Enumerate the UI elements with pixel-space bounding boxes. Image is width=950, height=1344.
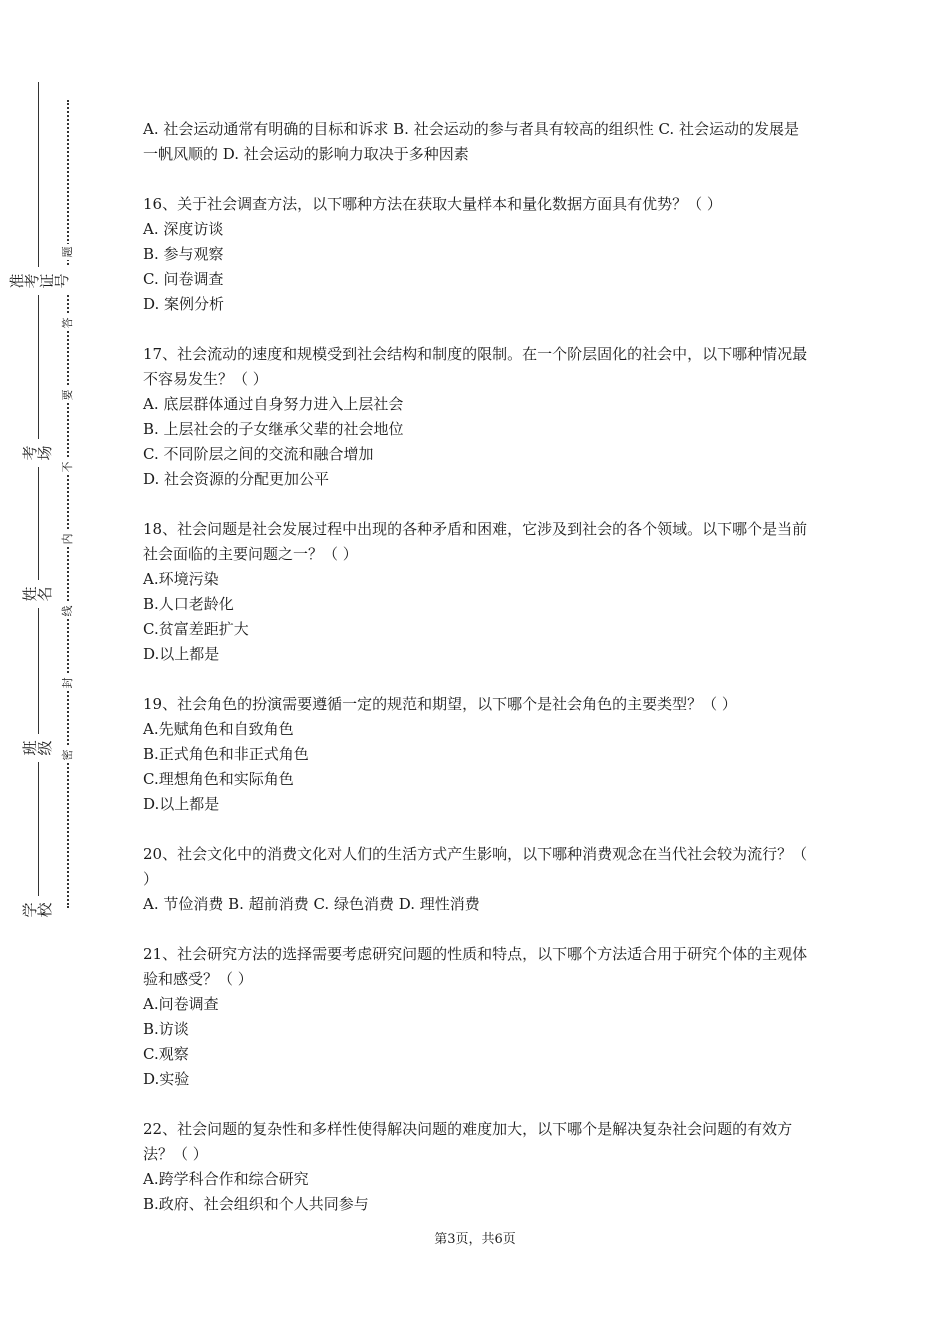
seal-char: 线 <box>60 603 76 619</box>
question-17 <box>143 342 813 492</box>
options-inline: A. 节俭消费 B. 超前消费 C. 绿色消费 D. 理性消费 <box>143 895 480 913</box>
option-c: C.理想角色和实际角色 <box>143 770 294 788</box>
question-content <box>143 117 813 1217</box>
field-exam-room: 考场 <box>20 439 56 467</box>
option-a: A. 底层群体通过自身努力进入上层社会 <box>143 395 404 413</box>
option-d: D. 社会资源的分配更加公平 <box>143 470 330 488</box>
question-18 <box>143 517 813 667</box>
binding-dotted-line <box>67 100 69 908</box>
option-a: A.先赋角色和自致角色 <box>143 720 294 738</box>
option-d: D.以上都是 <box>143 795 220 813</box>
question-stem: 20、社会文化中的消费文化对人们的生活方式产生影响，以下哪种消费观念在当代社会较为流行？（ ） <box>143 845 808 888</box>
option-b: B.人口老龄化 <box>143 595 234 613</box>
binding-strip <box>0 0 110 1344</box>
question-stem: 21、社会研究方法的选择需要考虑研究问题的性质和特点，以下哪个方法适合用于研究个体的主观体验和感受？（ ） <box>143 945 808 988</box>
question-stem: 16、关于社会调查方法，以下哪种方法在获取大量样本和量化数据方面具有优势？（ ） <box>143 195 722 213</box>
question-20 <box>143 842 813 917</box>
question-stem: 19、社会角色的扮演需要遵循一定的规范和期望，以下哪个是社会角色的主要类型？（ ） <box>143 695 737 713</box>
question-21 <box>143 942 813 1092</box>
field-school: 学校 <box>20 896 56 924</box>
option-b: B. 上层社会的子女继承父辈的社会地位 <box>143 420 404 438</box>
seal-char: 不 <box>60 459 76 475</box>
continued-options: A. 社会运动通常有明确的目标和诉求 B. 社会运动的参与者具有较高的组织性 C. 社会运动的发展是一帆风顺的 D. 社会运动的影响力取决于多种因素 <box>143 120 799 163</box>
page-footer: 第3页，共6页 <box>434 1232 516 1247</box>
seal-char: 题 <box>60 244 76 260</box>
binding-solid-line <box>38 82 39 908</box>
question-22 <box>143 1117 813 1217</box>
seal-char: 封 <box>60 675 76 691</box>
question-stem: 22、社会问题的复杂性和多样性使得解决问题的难度加大，以下哪个是解决复杂社会问题的有效方法？（ ） <box>143 1120 793 1163</box>
option-c: C. 问卷调查 <box>143 270 224 288</box>
option-d: D. 案例分析 <box>143 295 225 313</box>
option-b: B.正式角色和非正式角色 <box>143 745 309 763</box>
field-exam-number: 准考证号 <box>7 267 69 295</box>
field-class: 班级 <box>20 734 56 762</box>
option-b: B.访谈 <box>143 1020 189 1038</box>
option-a: A. 深度访谈 <box>143 220 224 238</box>
option-d: D.以上都是 <box>143 645 220 663</box>
option-c: C. 不同阶层之间的交流和融合增加 <box>143 445 374 463</box>
seal-char: 内 <box>60 531 76 547</box>
field-name: 姓名 <box>20 580 56 608</box>
option-a: A.跨学科合作和综合研究 <box>143 1170 309 1188</box>
option-c: C.贫富差距扩大 <box>143 620 249 638</box>
option-a: A.环境污染 <box>143 570 219 588</box>
seal-char: 密 <box>60 747 76 763</box>
question-19 <box>143 692 813 817</box>
question-stem: 17、社会流动的速度和规模受到社会结构和制度的限制。在一个阶层固化的社会中，以下哪种情况最不容易发生？（ ） <box>143 345 808 388</box>
seal-char: 答 <box>60 315 76 331</box>
option-b: B. 参与观察 <box>143 245 224 263</box>
option-d: D.实验 <box>143 1070 190 1088</box>
question-16 <box>143 192 813 317</box>
option-b: B.政府、社会组织和个人共同参与 <box>143 1195 369 1213</box>
option-c: C.观察 <box>143 1045 189 1063</box>
question-stem: 18、社会问题是社会发展过程中出现的各种矛盾和困难，它涉及到社会的各个领域。以下哪个是当前社会面临的主要问题之一？（ ） <box>143 520 808 563</box>
seal-char: 要 <box>60 387 76 403</box>
option-a: A.问卷调查 <box>143 995 219 1013</box>
